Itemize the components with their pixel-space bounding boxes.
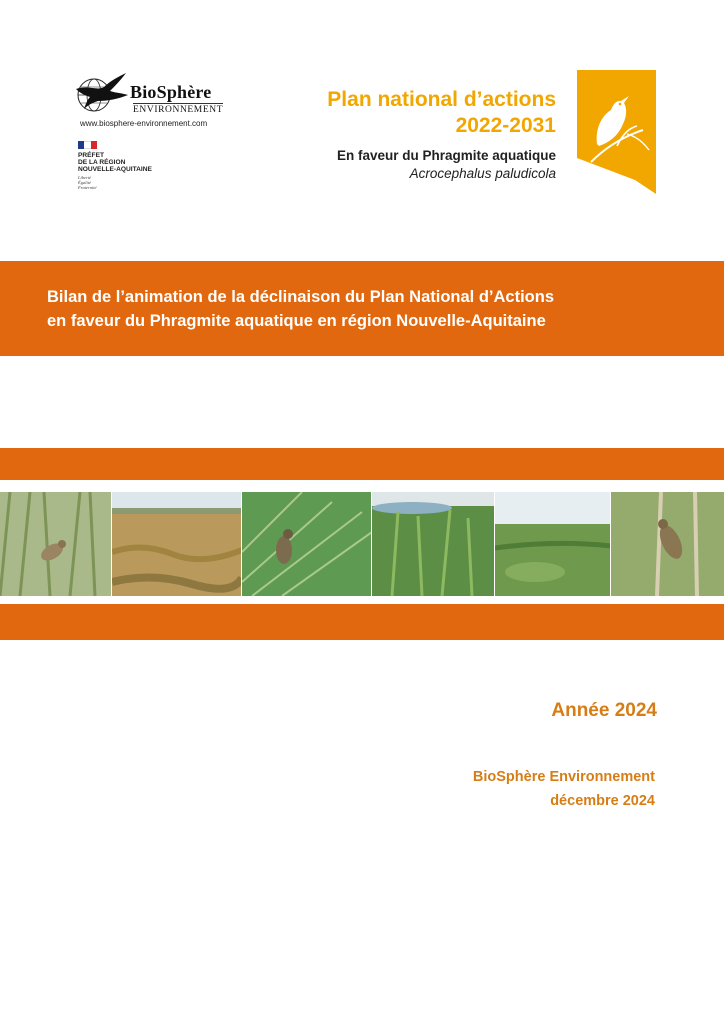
- pna-subtitle: En faveur du Phragmite aquatique: [336, 148, 556, 163]
- prefet-motto-1: Liberté: [78, 175, 91, 180]
- report-year: Année 2024: [551, 700, 657, 721]
- pna-title: [327, 87, 556, 139]
- author-organisation: BioSphère Environnement: [472, 769, 655, 785]
- biosphere-logo: [74, 71, 224, 129]
- prefet-motto-3: Fraternité: [78, 185, 97, 190]
- prefet-line-3: NOUVELLE-AQUITAINE: [78, 166, 152, 173]
- photo-warbler-reeds: [0, 492, 112, 596]
- biosphere-tagline: ENVIRONNEMENT: [133, 105, 224, 115]
- report-title-line2: en faveur du Phragmite aquatique en région Nouvelle-Aquitaine: [47, 312, 546, 330]
- photo-warbler-rushes: [242, 492, 372, 596]
- photo-wetland-landscape: [495, 492, 611, 596]
- photo-meadow: [112, 492, 242, 596]
- report-title-line1: Bilan de l’animation de la déclinaison du Plan National d’Actions: [47, 288, 554, 306]
- prefet-logo: [78, 141, 178, 193]
- pna-species: Acrocephalus paludicola: [409, 166, 556, 181]
- prefet-line-2: DE LA RÉGION: [78, 159, 126, 166]
- pna-title-line1: Plan national d’actions: [327, 88, 556, 111]
- photo-marsh-water: [372, 492, 494, 596]
- decorative-band-bottom: [0, 604, 724, 640]
- pna-subtitle-block: [337, 147, 556, 183]
- photo-warbler-perched: [611, 492, 724, 596]
- bird-globe-icon: [74, 71, 130, 115]
- biosphere-url: www.biosphere-environnement.com: [80, 119, 208, 128]
- pna-title-line2: 2022-2031: [455, 114, 556, 137]
- prefet-motto-2: Égalité: [78, 180, 91, 185]
- pna-bird-logo: [577, 70, 656, 194]
- report-date: décembre 2024: [550, 793, 655, 809]
- author-block: [473, 765, 655, 813]
- decorative-band-top: [0, 448, 724, 480]
- photo-strip: [0, 492, 724, 596]
- biosphere-name: BioSphère: [130, 82, 212, 102]
- prefet-line-1: PRÉFET: [78, 152, 105, 159]
- report-title: [47, 285, 687, 333]
- french-flag-icon: [78, 141, 97, 149]
